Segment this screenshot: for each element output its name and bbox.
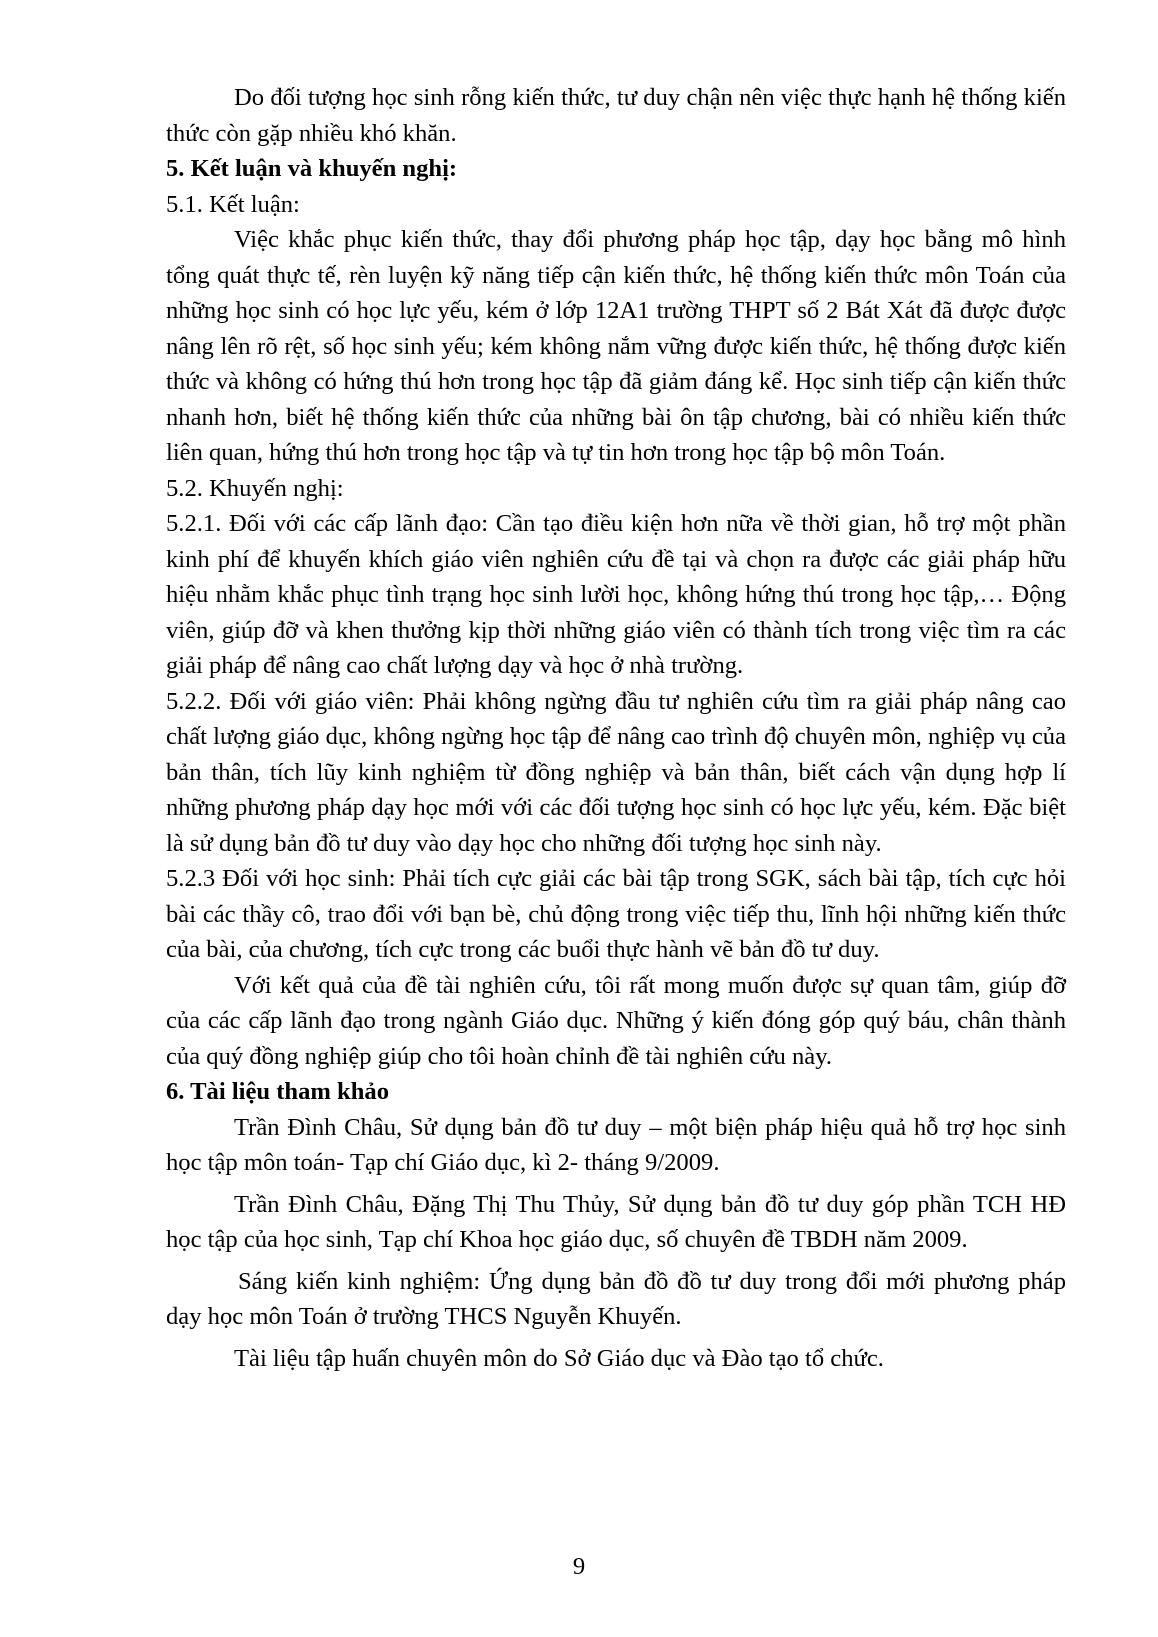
reference-item: Trần Đình Châu, Đặng Thị Thu Thủy, Sử dụng bản đồ tư duy góp phần TCH HĐ học tập của học sinh, Tạp chí Khoa học giáo dục, số chuyên đề TBDH năm 2009. bbox=[166, 1190, 1066, 1253]
section-6-heading: 6. Tài liệu tham khảo bbox=[166, 1078, 389, 1105]
section-5-heading: 5. Kết luận và khuyến nghị: bbox=[166, 155, 458, 182]
reference-item: Sáng kiến kinh nghiệm: Ứng dụng bản đồ đồ tư duy trong đổi mới phương pháp dạy học môn Toán ở trường THCS Nguyễn Khuyến. bbox=[166, 1267, 1066, 1330]
conclusion-paragraph: Việc khắc phục kiến thức, thay đổi phương pháp học tập, dạy học bằng mô hình tổng quát thực tế, rèn luyện kỹ năng tiếp cận kiến thức, hệ thống kiến thức môn Toán của những học sinh có học lực yếu, kém ở lớp 12A1 trường THPT số 2 Bát Xát đã được được nâng lên rõ rệt, số học sinh yếu; kém không nắm vững được kiến thức, hệ thống được kiến thức và không có hứng thú hơn trong học tập đã giảm đáng kể. Học sinh tiếp cận kiến thức nhanh hơn, biết hệ thống kiến thức của những bài ôn tập chương, bài có nhiều kiến thức liên quan, hứng thú hơn trong học tập và tự tin hơn trong học tập bộ môn Toán. bbox=[166, 226, 1066, 466]
subsection-5-1-title: 5.1. Kết luận: bbox=[166, 190, 300, 218]
recommendation-students-paragraph: 5.2.3 Đối với học sinh: Phải tích cực giải các bài tập trong SGK, sách bài tập, tích cực hỏi bài các thầy cô, trao đổi với bạn bè, chủ động trong việc tiếp thu, lĩnh hội những kiến thức của bài, của chương, tích cực trong các buổi thực hành vẽ bản đồ tư duy. bbox=[166, 865, 1066, 963]
closing-paragraph: Với kết quả của đề tài nghiên cứu, tôi rất mong muốn được sự quan tâm, giúp đỡ của các cấp lãnh đạo trong ngành Giáo dục. Những ý kiến đóng góp quý báu, chân thành của quý đồng nghiệp giúp cho tôi hoàn chỉnh đề tài nghiên cứu này. bbox=[166, 971, 1066, 1070]
reference-item: Trần Đình Châu, Sử dụng bản đồ tư duy – một biện pháp hiệu quả hỗ trợ học sinh học tập môn toán- Tạp chí Giáo dục, kì 2- tháng 9/2009. bbox=[166, 1113, 1066, 1176]
recommendation-teachers-paragraph: 5.2.2. Đối với giáo viên: Phải không ngừng đầu tư nghiên cứu tìm ra giải pháp nâng cao chất lượng giáo dục, không ngừng học tập để nâng cao trình độ chuyên môn, nghiệp vụ của bản thân, tích lũy kinh nghiệm từ đồng nghiệp và bản thân, biết cách vận dụng hợp lí những phương pháp dạy học mới với các đối tượng học sinh có học lực yếu, kém. Đặc biệt là sử dụng bản đồ tư duy vào dạy học cho những đối tượng học sinh này. bbox=[166, 687, 1066, 857]
recommendation-leaders-paragraph: 5.2.1. Đối với các cấp lãnh đạo: Cần tạo điều kiện hơn nữa về thời gian, hỗ trợ một phần kinh phí để khuyến khích giáo viên nghiên cứu đề tại và chọn ra được các giải pháp hữu hiệu nhằm khắc phục tình trạng học sinh lười học, không hứng thú trong học tập,… Động viên, giúp đỡ và khen thưởng kịp thời những giáo viên có thành tích trong việc tìm ra các giải pháp để nâng cao chất lượng dạy và học ở nhà trường. bbox=[166, 510, 1066, 679]
reference-item: Tài liệu tập huấn chuyên môn do Sở Giáo dục và Đào tạo tổ chức. bbox=[234, 1344, 884, 1372]
subsection-5-2-title: 5.2. Khuyến nghị: bbox=[166, 474, 344, 502]
document-body bbox=[166, 80, 1066, 1376]
page-number: 9 bbox=[572, 1553, 586, 1580]
intro-paragraph: Do đối tượng học sinh rỗng kiến thức, tư duy chận nên việc thực hạnh hệ thống kiến thức còn gặp nhiều khó khăn. bbox=[166, 84, 1066, 147]
